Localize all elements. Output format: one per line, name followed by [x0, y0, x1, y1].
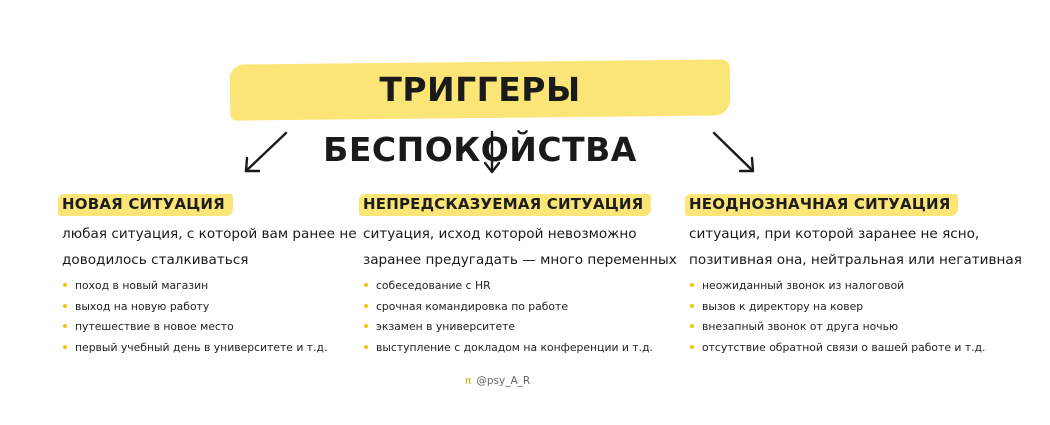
example-list — [62, 276, 352, 358]
list-item — [363, 317, 663, 338]
list-item-text: срочная командировка по работе — [376, 299, 568, 313]
bullet-dot-icon — [690, 324, 694, 328]
bullet-dot-icon — [63, 345, 67, 349]
description-line: ситуация, исход которой невозможно — [363, 226, 637, 242]
description-line: любая ситуация, с которой вам ранее не — [62, 226, 357, 242]
author-handle: @psy_A_R — [476, 375, 531, 387]
column-unpredictable-situation — [363, 191, 677, 358]
description-line: ситуация, при которой заранее не ясно, — [689, 226, 980, 242]
arrow-down-left-icon — [246, 133, 286, 171]
description-line: заранее предугадать — много переменных — [363, 252, 677, 268]
list-item-text: экзамен в университете — [376, 320, 516, 333]
arrow-down-right-icon — [714, 133, 753, 171]
bullet-dot-icon — [63, 324, 67, 328]
bullet-dot-icon — [690, 345, 694, 349]
example-list — [363, 276, 663, 358]
list-item-text: поход в новый магазин — [75, 279, 209, 292]
column-heading — [689, 191, 950, 218]
author-credit — [465, 375, 530, 387]
bullet-dot-icon — [364, 283, 368, 287]
example-list — [689, 276, 1009, 358]
list-item-text: неожиданный звонок из налоговой — [702, 279, 905, 292]
page-title: ТРИГГЕРЫ БЕСПОКОЙСТВА — [323, 70, 637, 169]
list-item — [62, 317, 352, 338]
list-item-text: выход на новую работу — [75, 299, 210, 313]
list-item-text: отсутствие обратной связи о вашей работе и т.д. — [702, 340, 986, 354]
column-heading — [363, 191, 643, 218]
arrow-down-icon — [485, 132, 499, 172]
column-heading-text: НЕОДНОЗНАЧНАЯ СИТУАЦИЯ — [689, 195, 951, 213]
list-item — [363, 276, 663, 297]
column-new-situation — [62, 191, 357, 358]
list-item-text: внезапный звонок от друга ночью — [702, 320, 899, 333]
list-item — [689, 338, 1009, 359]
column-heading-text: НОВАЯ СИТУАЦИЯ — [62, 195, 225, 213]
description-line: доводилось сталкиваться — [62, 252, 249, 268]
list-item-text: собеседование с HR — [376, 279, 491, 292]
list-item — [689, 297, 1009, 318]
list-item-text: вызов к директору на ковер — [702, 299, 864, 313]
list-item — [689, 276, 1009, 297]
bullet-dot-icon — [690, 283, 694, 287]
column-description — [363, 221, 677, 273]
list-item — [363, 297, 663, 318]
bullet-dot-icon — [690, 304, 694, 308]
list-item-text: выступление с докладом на конференции и т.д. — [376, 340, 653, 354]
bullet-dot-icon — [364, 304, 368, 308]
bullet-dot-icon — [63, 304, 67, 308]
bullet-dot-icon — [364, 324, 368, 328]
author-mark-icon: π — [465, 376, 472, 387]
list-item-text: путешествие в новое место — [75, 320, 234, 333]
list-item — [62, 297, 352, 318]
list-item — [62, 276, 352, 297]
list-item — [689, 317, 1009, 338]
column-heading — [62, 191, 225, 218]
column-description — [689, 221, 1022, 273]
description-line: позитивная она, нейтральная или негативная — [689, 252, 1022, 268]
bullet-dot-icon — [63, 283, 67, 287]
bullet-dot-icon — [364, 345, 368, 349]
list-item — [363, 338, 663, 359]
list-item-text: первый учебный день в университете и т.д. — [75, 340, 328, 354]
column-description — [62, 221, 357, 273]
list-item — [62, 338, 352, 359]
column-ambiguous-situation — [689, 191, 1022, 358]
column-heading-text: НЕПРЕДСКАЗУЕМАЯ СИТУАЦИЯ — [363, 195, 644, 213]
